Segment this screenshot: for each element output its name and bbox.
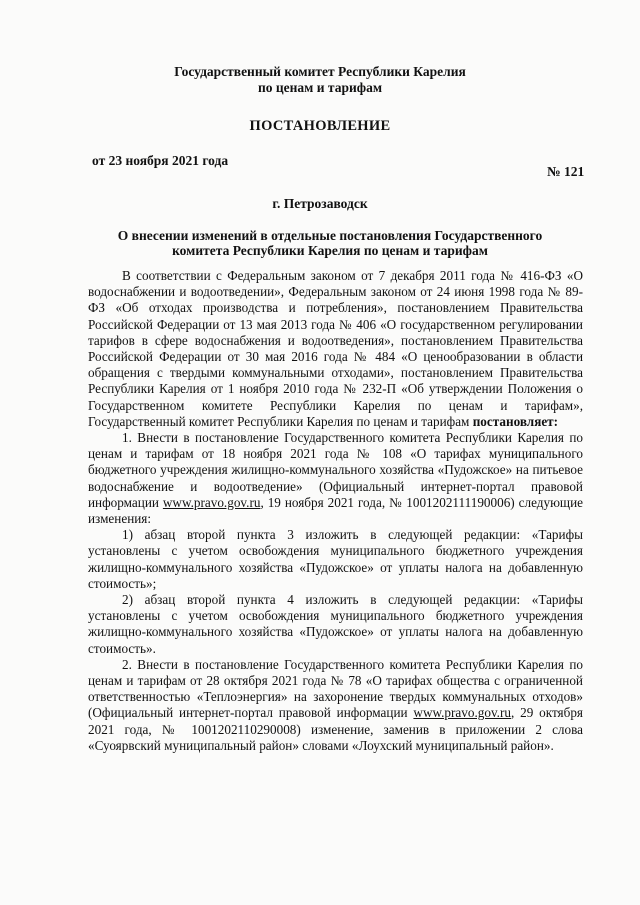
authority-line-1: Государственный комитет Республики Карелия (174, 64, 466, 79)
issuing-authority (0, 64, 640, 96)
document-city: г. Петрозаводск (272, 196, 368, 211)
item-1-subitem-1: 1) абзац второй пункта 3 изложить в следующей редакции: «Тарифы установлены с учетом освобождения муниципального бюджетного учреждения жилищно-коммунального хозяйства «Пудожское» от уплаты налога на добавленную стоимость»; (88, 527, 583, 591)
item-2-text-a: 2. Внести в постановление Государственного комитета Республики Карелия по ценам и тарифам от 28 октября 2021 года № 78 «О тарифах общества с ограниченной ответственностью «Теплоэнергия» на захоронение твердых коммунальных отходов» (Официальный интернет-портал правовой информации (88, 656, 583, 721)
decree-word: постановляет: (472, 413, 559, 429)
authority-line-2: по ценам и тарифам (257, 80, 383, 95)
item-1-paragraph (88, 430, 583, 527)
item-1-link[interactable]: www.pravo.gov.ru (162, 494, 261, 510)
item-2-text-b: , 29 октября 2021 года, № 1001202110290008) изменение, заменив в приложении 2 слова «Суоярвский муниципальный район» словами «Лоухский муниципальный район». (88, 705, 583, 753)
item-2-paragraph (88, 657, 583, 754)
preamble-paragraph (88, 268, 583, 430)
preamble-text: В соответствии с Федеральным законом от 7 декабря 2011 года № 416-ФЗ «О водоснабжении и водоотведении», Федеральным законом от 24 июня 1998 года № 89-ФЗ «Об отходах производства и потребления», постановлением Правительства Российской Федерации от 13 мая 2013 года № 406 «О государственном регулировании тарифов в сфере водоснабжения и водоотведения», постановлением Правительства Российской Федерации от 30 мая 2016 года № 484 «О ценообразовании в области обращения с твердыми коммунальными отходами», постановлением Правительства Республики Карелия от 1 ноября 2010 года № 232-П «Об утверждении Положения о Государственном комитете Республики Карелия по ценам и тарифам», Государственный комитет Республики Карелия по ценам и тарифам (88, 268, 583, 429)
document-date: от 23 ноября 2021 года (92, 153, 229, 168)
item-1-text-b: , 19 ноября 2021 года, № 1001202111190006) следующие изменения: (88, 494, 583, 527)
document-type: ПОСТАНОВЛЕНИЕ (249, 118, 391, 134)
item-1-text-a: 1. Внести в постановление Государственного комитета Республики Карелия по ценам и тарифам от 18 ноября 2021 года № 108 «О тарифах муниципального бюджетного учреждения жилищно-коммунального хозяйства «Пудожское» на питьевое водоснабжение и водоотведение» (Официальный интернет-портал правовой информации (88, 430, 583, 510)
document-number: № 121 (547, 164, 585, 179)
document-body (88, 268, 583, 754)
document-subject: О внесении изменений в отдельные постановления Государственного комитета Республики Карелия по ценам и тарифам (117, 228, 543, 258)
item-2-link[interactable]: www.pravo.gov.ru (413, 705, 511, 721)
item-1-subitem-2: 2) абзац второй пункта 4 изложить в следующей редакции: «Тарифы установлены с учетом освобождения муниципального бюджетного учреждения жилищно-коммунального хозяйства «Пудожское» от уплаты налога на добавленную стоимость». (88, 592, 583, 656)
